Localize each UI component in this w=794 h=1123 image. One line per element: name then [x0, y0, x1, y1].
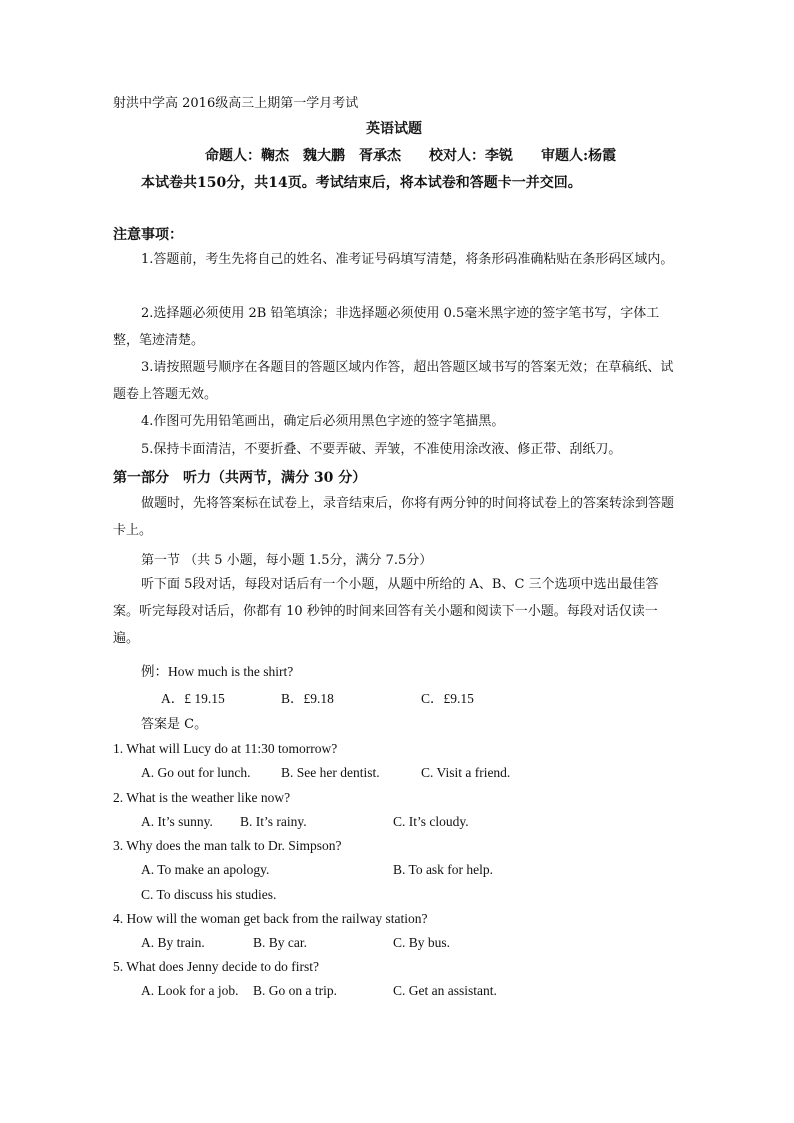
- question-5: 5. What does Jenny decide to do first?: [113, 959, 319, 974]
- q2-option-b: B. It’s rainy.: [240, 814, 307, 829]
- part1-heading: 第一部分 听力（共两节，满分 30 分）: [113, 470, 367, 486]
- q2-option-c: C. It’s cloudy.: [393, 814, 469, 829]
- section1-intro: 听下面 5段对话，每段对话后有一个小题，从题中所给的 A、B、C 三个选项中选出最佳答案。听完每段对话后，你都有 10 秒钟的时间来回答有关小题和阅读下一小题。每段对话仅读一遍。: [113, 577, 659, 646]
- question-2: 2. What is the weather like now?: [113, 790, 291, 805]
- part1-intro: 做题时，先将答案标在试卷上，录音结束后，你将有两分钟的时间将试卷上的答案转涂到答题卡上。: [113, 496, 675, 538]
- question-1: 1. What will Lucy do at 11:30 tomorrow?: [113, 741, 338, 756]
- q1-option-a: A. Go out for lunch.: [141, 765, 251, 780]
- q5-option-c: C. Get an assistant.: [393, 983, 497, 998]
- q5-option-a: A. Look for a job.: [141, 983, 239, 998]
- authors-line: 命题人：鞠杰 魏大鹏 胥承杰 校对人：李锐 审题人:杨霞: [205, 148, 617, 164]
- example-answer: 答案是 C。: [141, 717, 208, 732]
- subject-title: 英语试题: [366, 121, 422, 137]
- example-question: 例：How much is the shirt?: [141, 664, 294, 679]
- section1-heading: 第一节 （共 5 小题，每小题 1.5分，满分 7.5分）: [141, 553, 433, 568]
- q5-option-b: B. Go on a trip.: [253, 983, 337, 998]
- question-4: 4. How will the woman get back from the railway station?: [113, 911, 428, 926]
- q4-option-b: B. By car.: [253, 935, 307, 950]
- instruction-item-1: 1.答题前，考生先将自己的姓名、准考证号码填写清楚，将条形码准确粘贴在条形码区域内。: [141, 252, 674, 267]
- school-line: 射洪中学高 2016级高三上期第一学月考试: [113, 96, 359, 111]
- instruction-item-5: 5.保持卡面清洁，不要折叠、不要弄破、弄皱，不准使用涂改液、修正带、刮纸刀。: [141, 442, 622, 457]
- instructions-heading: 注意事项：: [113, 227, 183, 243]
- q1-option-c: C. Visit a friend.: [421, 765, 511, 780]
- example-option-a: A．£ 19.15: [161, 691, 225, 706]
- instruction-item-2: 2.选择题必须使用 2B 铅笔填涂；非选择题必须使用 0.5毫米黑字迹的签字笔书写，字体工整，笔迹清楚。: [113, 306, 660, 348]
- q2-option-a: A. It’s sunny.: [141, 814, 213, 829]
- q3-option-c: C. To discuss his studies.: [141, 887, 277, 902]
- q3-option-b: B. To ask for help.: [393, 862, 494, 877]
- instruction-item-3: 3.请按照题号顺序在各题目的答题区域内作答，超出答题区域书写的答案无效；在草稿纸、试题卷上答题无效。: [113, 360, 674, 402]
- q3-option-a: A. To make an apology.: [141, 862, 270, 877]
- example-option-b: B．£9.18: [281, 691, 334, 706]
- notice-line: 本试卷共150分，共14页。考试结束后，将本试卷和答题卡一并交回。: [141, 175, 582, 191]
- q4-option-a: A. By train.: [141, 935, 205, 950]
- q4-option-c: C. By bus.: [393, 935, 451, 950]
- instruction-item-4: 4.作图可先用铅笔画出，确定后必须用黑色字迹的签字笔描黑。: [141, 414, 505, 429]
- q1-option-b: B. See her dentist.: [281, 765, 380, 780]
- example-option-c: C．£9.15: [421, 691, 474, 706]
- question-3: 3. Why does the man talk to Dr. Simpson?: [113, 838, 342, 853]
